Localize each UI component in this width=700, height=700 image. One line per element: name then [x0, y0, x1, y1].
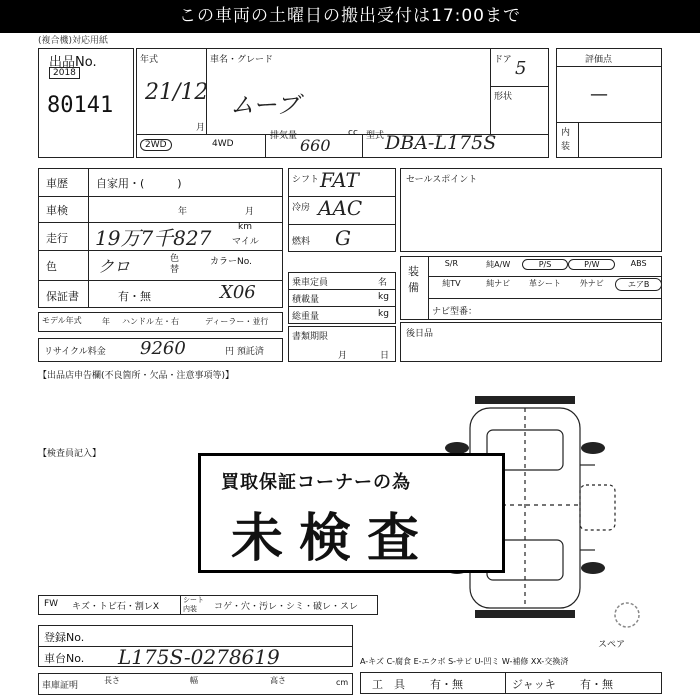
equip-leather: 革シート: [528, 279, 561, 288]
stamp-line2: 未検査: [231, 509, 436, 569]
later-items-box: [400, 322, 662, 362]
equip-abs: ABS: [630, 259, 647, 268]
navi-label: ナビ型番：: [432, 307, 478, 317]
door-label: ドア: [494, 55, 512, 65]
later-items-label: 後日品: [406, 329, 434, 339]
displacement-value: 660: [300, 136, 331, 155]
lot-year: 2018: [49, 67, 80, 79]
inspection-year: 年: [178, 207, 188, 217]
inspection-month: 月: [245, 207, 255, 217]
lot-label: 出品No.: [49, 55, 97, 70]
docs-day: 日: [380, 351, 390, 361]
sales-label: セールスポイント: [406, 175, 478, 185]
seller-notes-label: 【出品店申告欄(不良箇所・欠品・注意事項等)】: [38, 371, 235, 381]
model-label: 型式: [366, 131, 385, 141]
color-no-value: X06: [220, 282, 256, 303]
fw-text: キズ・トビ石・割レX: [72, 602, 159, 612]
displacement-label: 排気量: [270, 131, 298, 141]
top-note: (複合機)対応用紙: [38, 36, 109, 46]
car-value: ムーブ: [230, 91, 300, 119]
docs-label: 書類期限: [292, 332, 329, 342]
car-label: 車名・グレード: [210, 55, 274, 65]
equip-sr: S/R: [444, 259, 459, 268]
equip-airbag: エアB: [615, 278, 662, 291]
drive-4wd: 4WD: [212, 139, 234, 149]
weight-label: 総重量: [292, 312, 320, 322]
cert-label: 車庫証明: [42, 681, 79, 691]
frame-label: 車台No.: [44, 652, 85, 665]
color-change: 色替: [170, 254, 180, 275]
handle-label: ハンドル: [122, 317, 154, 326]
model-year-label: モデル年式: [42, 316, 82, 325]
lot-number: 80141: [47, 93, 114, 118]
tool-value: 有・無: [430, 678, 463, 691]
rating-value: —: [590, 84, 608, 105]
equip-tv: 純TV: [442, 279, 461, 288]
rating-label: 評価点: [585, 55, 613, 65]
docs-month: 月: [338, 351, 348, 361]
ac-value: AAC: [318, 196, 363, 220]
damage-legend: A-キズ C-腐食 E-エクボ S-サビ U-凹ミ W-補修 XX-交換済: [360, 657, 569, 666]
capacity-unit: 名: [378, 278, 388, 288]
inspector-label: 【検査員記入】: [38, 449, 102, 459]
fw-label: FW: [44, 599, 59, 609]
color-value: クロ: [98, 257, 131, 276]
cc-unit: cc: [348, 128, 358, 138]
jack-label: ジャッキ: [512, 678, 556, 691]
mileage-label: 走行: [46, 232, 68, 245]
saturday-pickup-banner: この車両の土曜日の搬出受付は17:00まで: [0, 0, 700, 33]
equip-label: 装備: [408, 265, 419, 294]
recycle-unit: 円 預託済: [225, 347, 264, 357]
equip-grid: [428, 259, 662, 291]
equip-pw: P/W: [568, 259, 615, 270]
fuel-value: G: [335, 226, 351, 250]
reg-label: 登録No.: [44, 631, 85, 644]
history-value: 自家用・( ): [96, 177, 182, 190]
ac-label: 冷房: [292, 203, 311, 213]
seat-label: シート内装: [183, 596, 204, 613]
capacity-label: 乗車定員: [292, 278, 329, 288]
handle-value: 左・右: [155, 317, 179, 326]
door-value: 5: [515, 58, 527, 79]
trans-label: シフト: [292, 175, 320, 185]
color-no-label: カラーNo.: [210, 257, 252, 267]
equip-ps: P/S: [522, 259, 569, 270]
year-label: 年式: [140, 55, 159, 65]
spare-tire-icon: [612, 600, 642, 630]
recycle-value: 9260: [140, 338, 186, 359]
km-unit: km: [238, 222, 252, 232]
month-mark: 月: [196, 123, 206, 133]
stamp-line1: 買取保証コーナーの為: [221, 472, 411, 493]
year-value: 21/12: [145, 80, 209, 105]
trans-value: FAT: [320, 168, 359, 192]
height-label: 高さ: [270, 676, 286, 685]
model-value: DBA-L175S: [385, 132, 497, 154]
mileage-value: 19万7千827: [95, 226, 212, 250]
tools-row: [360, 672, 662, 694]
equip-aw: 純A/W: [486, 260, 511, 269]
weight-unit: kg: [378, 309, 389, 319]
warranty-label: 保証書: [46, 290, 79, 303]
load-label: 積載量: [292, 295, 320, 305]
shape-label: 形状: [494, 92, 513, 102]
recycle-label: リサイクル料金: [44, 347, 106, 357]
dealer-label: ディーラー・並行: [205, 317, 269, 326]
load-unit: kg: [378, 292, 389, 302]
width-label: 幅: [190, 676, 198, 685]
cm-unit: cm: [336, 678, 349, 687]
warranty-value: 有・無: [118, 290, 151, 303]
length-label: 長さ: [104, 676, 120, 685]
interior-label: 内装: [561, 128, 571, 152]
color-label: 色: [46, 260, 57, 273]
model-year-unit: 年: [102, 317, 110, 326]
lot-box: [38, 48, 134, 158]
inspection-label: 車検: [46, 204, 68, 217]
drive-2wd: 2WD: [140, 139, 172, 151]
fuel-label: 燃料: [292, 237, 311, 247]
equip-navi: 純ナビ: [486, 279, 511, 288]
tool-label: 工 具: [372, 678, 405, 691]
not-inspected-stamp: [198, 453, 505, 573]
mile-unit: マイル: [232, 237, 259, 247]
frame-value: L175S-0278619: [118, 645, 280, 669]
equip-ext-navi: 外ナビ: [579, 279, 604, 288]
seat-text: コゲ・穴・汚レ・シミ・破レ・スレ: [214, 602, 359, 612]
spare-label: スペア: [598, 640, 626, 650]
jack-value: 有・無: [580, 678, 613, 691]
history-label: 車歴: [46, 177, 68, 190]
